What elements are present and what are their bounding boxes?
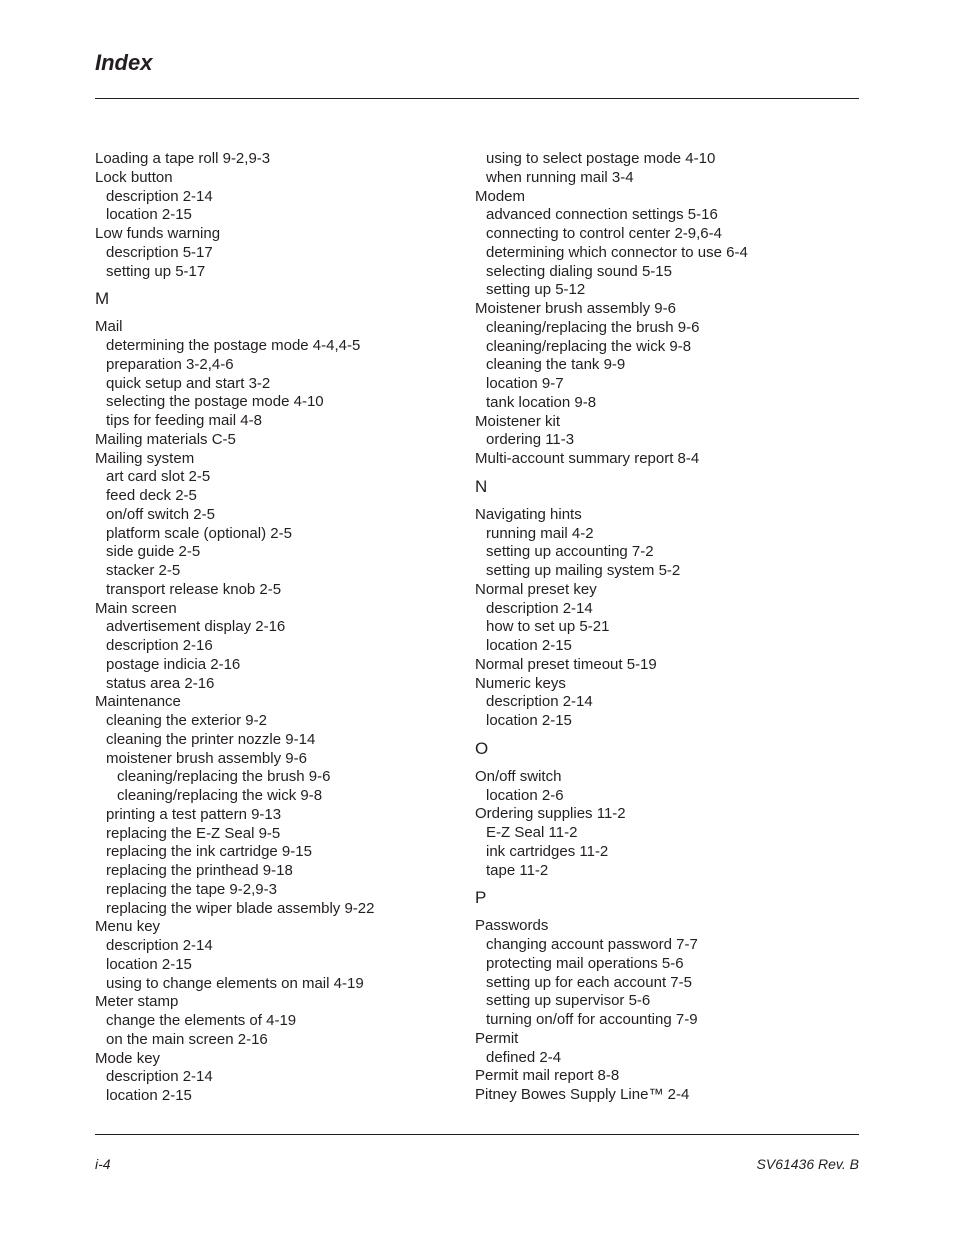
index-column-left <box>95 150 475 1106</box>
index-subentry: location 9-7 <box>486 375 564 392</box>
index-entry: Loading a tape roll 9-2,9-3 <box>95 150 271 167</box>
index-subentry: ordering 11-3 <box>486 431 575 449</box>
index-entry: Meter stamp <box>95 993 179 1011</box>
index-subentry: on the main screen 2-16 <box>106 1030 268 1048</box>
index-subentry: setting up 5-17 <box>106 262 206 280</box>
index-subentry: selecting dialing sound 5-15 <box>486 262 672 280</box>
index-subentry: location 2-15 <box>106 206 192 224</box>
index-subentry: setting up mailing system 5-2 <box>486 562 681 579</box>
index-subentry: tank location 9-8 <box>486 393 597 411</box>
index-section-letter: O <box>475 738 489 758</box>
index-entry: Multi-account summary report 8-4 <box>475 450 700 467</box>
index-entry: Lock button <box>95 168 173 186</box>
index-subentry: description 5-17 <box>106 243 213 261</box>
header-divider <box>95 98 859 99</box>
index-subentry: location 2-15 <box>486 712 572 729</box>
index-subentry: determining the postage mode 4-4,4-5 <box>106 337 361 354</box>
index-subentry: setting up 5-12 <box>486 281 586 299</box>
index-subentry: description 2-16 <box>106 637 213 654</box>
index-subentry: tips for feeding mail 4-8 <box>106 412 262 429</box>
index-section-letter: N <box>475 476 488 496</box>
index-entry: Menu key <box>95 918 161 936</box>
index-subentry: location 2-15 <box>106 1087 192 1104</box>
index-subentry: description 2-14 <box>486 693 593 711</box>
index-subentry: quick setup and start 3-2 <box>106 374 271 392</box>
index-subentry: running mail 4-2 <box>486 524 594 542</box>
index-subentry: printing a test pattern 9-13 <box>106 805 282 823</box>
index-subentry: cleaning/replacing the brush 9-6 <box>117 768 331 786</box>
index-subentry: connecting to control center 2-9,6-4 <box>486 225 722 242</box>
index-subentry: replacing the wiper blade assembly 9-22 <box>106 899 375 917</box>
index-subentry: location 2-6 <box>486 786 564 804</box>
index-entry: Permit mail report 8-8 <box>475 1067 620 1085</box>
index-entry: Moistener kit <box>475 412 561 430</box>
index-subentry: using to change elements on mail 4-19 <box>106 974 364 992</box>
index-subentry: description 2-14 <box>106 937 213 954</box>
page-number: i-4 <box>95 1156 111 1172</box>
index-subentry: defined 2-4 <box>486 1048 562 1066</box>
index-entry: Mailing system <box>95 449 195 467</box>
index-subentry: determining which connector to use 6-4 <box>486 243 748 261</box>
index-subentry: replacing the ink cartridge 9-15 <box>106 843 312 861</box>
index-subentry: side guide 2-5 <box>106 543 201 561</box>
index-entry: Ordering supplies 11-2 <box>475 805 626 823</box>
index-subentry: transport release knob 2-5 <box>106 580 282 598</box>
index-subentry: description 2-14 <box>486 599 593 617</box>
index-subentry: feed deck 2-5 <box>106 487 197 504</box>
index-subentry: cleaning the exterior 9-2 <box>106 712 267 729</box>
index-section-letter: P <box>475 888 487 908</box>
index-subentry: cleaning the tank 9-9 <box>486 356 626 374</box>
index-entry: Pitney Bowes Supply Line™ 2-4 <box>475 1086 690 1103</box>
index-entry: Mail <box>95 318 123 336</box>
index-entry: Low funds warning <box>95 225 221 242</box>
index-subentry: setting up supervisor 5-6 <box>486 992 651 1010</box>
index-subentry: how to set up 5-21 <box>486 618 610 636</box>
index-subentry: replacing the tape 9-2,9-3 <box>106 880 277 898</box>
index-subentry: advanced connection settings 5-16 <box>486 206 718 224</box>
index-subentry: cleaning/replacing the wick 9-8 <box>117 787 323 804</box>
index-subentry: changing account password 7-7 <box>486 936 698 953</box>
index-subentry: when running mail 3-4 <box>486 168 634 186</box>
index-subentry: replacing the printhead 9-18 <box>106 862 293 879</box>
page-title: Index <box>95 50 153 75</box>
index-entry: Numeric keys <box>475 674 566 692</box>
index-entry: Moistener brush assembly 9-6 <box>475 300 676 317</box>
index-subentry: location 2-15 <box>106 955 192 973</box>
index-subentry: replacing the E-Z Seal 9-5 <box>106 824 281 842</box>
index-subentry: stacker 2-5 <box>106 562 181 579</box>
index-entry: Mailing materials C-5 <box>95 430 236 448</box>
index-subentry: cleaning the printer nozzle 9-14 <box>106 730 316 748</box>
index-subentry: status area 2-16 <box>106 674 215 692</box>
index-subentry: selecting the postage mode 4-10 <box>106 393 324 411</box>
index-column-right <box>475 150 855 1105</box>
index-subentry: description 2-14 <box>106 1068 213 1086</box>
index-entry: Normal preset timeout 5-19 <box>475 655 657 673</box>
document-id: SV61436 Rev. B <box>756 1156 859 1172</box>
index-subentry: using to select postage mode 4-10 <box>486 150 716 167</box>
index-subentry: change the elements of 4-19 <box>106 1012 297 1029</box>
index-subentry: art card slot 2-5 <box>106 468 211 486</box>
index-subentry: E-Z Seal 11-2 <box>486 824 578 841</box>
index-subentry: setting up for each account 7-5 <box>486 973 692 991</box>
index-subentry: tape 11-2 <box>486 861 549 879</box>
index-entry: Passwords <box>475 917 549 935</box>
index-subentry: setting up accounting 7-2 <box>486 543 654 561</box>
index-subentry: protecting mail operations 5-6 <box>486 954 684 972</box>
index-subentry: on/off switch 2-5 <box>106 505 215 523</box>
index-entry: Mode key <box>95 1049 161 1067</box>
index-entry: Permit <box>475 1029 519 1047</box>
index-subentry: postage indicia 2-16 <box>106 655 241 673</box>
index-subentry: cleaning/replacing the brush 9-6 <box>486 318 700 336</box>
index-subentry: moistener brush assembly 9-6 <box>106 749 307 767</box>
index-subentry: cleaning/replacing the wick 9-8 <box>486 337 692 355</box>
index-entry: On/off switch <box>475 767 562 785</box>
index-entry: Modem <box>475 187 526 205</box>
index-entry: Maintenance <box>95 693 181 711</box>
index-section-letter: M <box>95 289 110 309</box>
index-subentry: ink cartridges 11-2 <box>486 842 609 860</box>
index-entry: Navigating hints <box>475 505 582 523</box>
index-subentry: preparation 3-2,4-6 <box>106 355 234 373</box>
index-subentry: description 2-14 <box>106 187 213 205</box>
index-subentry: platform scale (optional) 2-5 <box>106 524 292 542</box>
index-entry: Normal preset key <box>475 580 597 598</box>
footer-divider <box>95 1134 859 1135</box>
index-subentry: location 2-15 <box>486 637 572 654</box>
index-entry: Main screen <box>95 599 177 617</box>
index-subentry: advertisement display 2-16 <box>106 618 286 636</box>
index-subentry: turning on/off for accounting 7-9 <box>486 1011 698 1028</box>
